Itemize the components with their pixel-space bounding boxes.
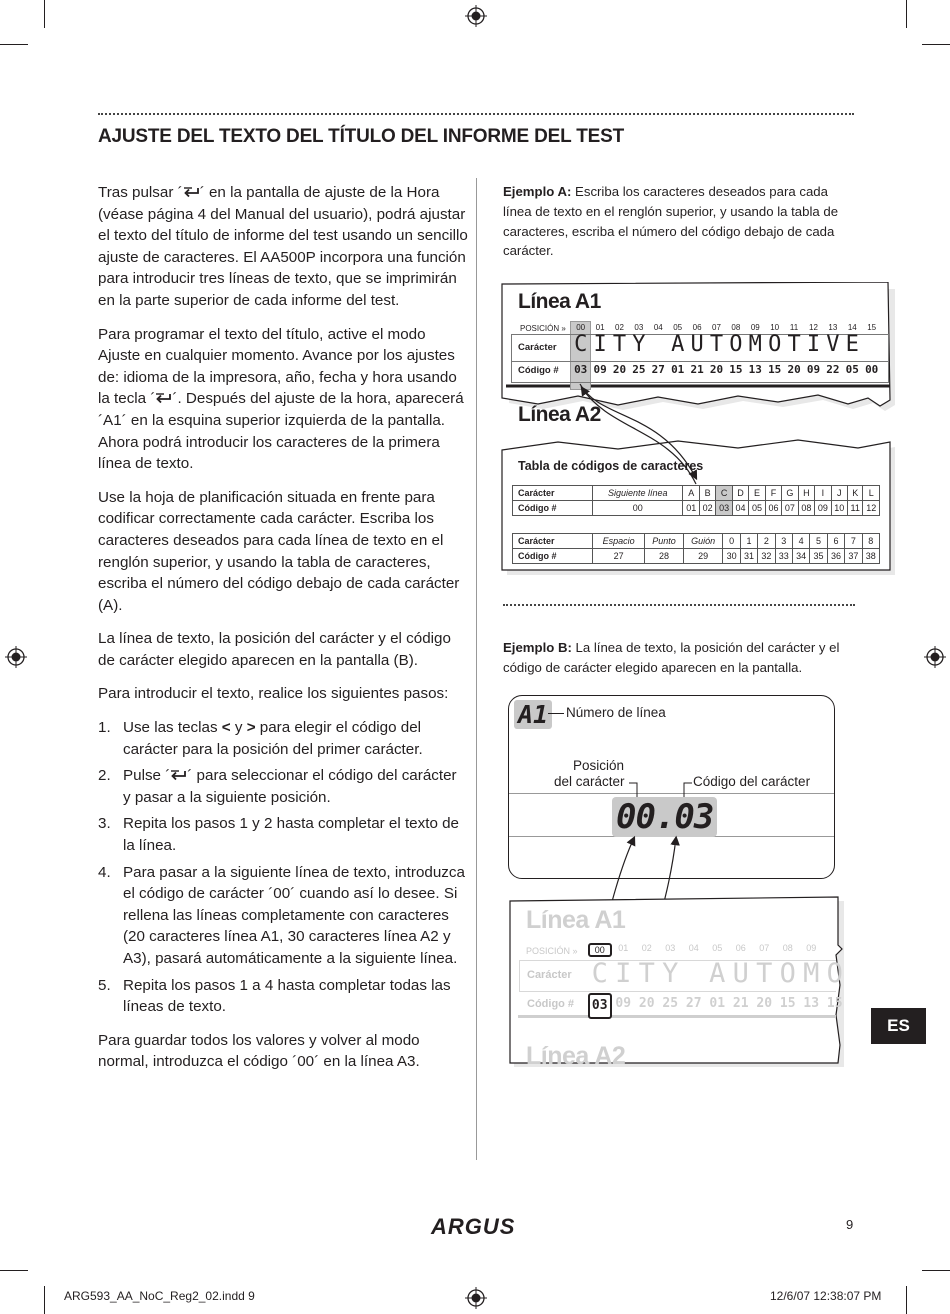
example-a-text: Escriba los caracteres deseados para cada línea de texto en el renglón superior, y usando la tabla de caracteres, escriba el número del código debajo de cada carácter.	[503, 184, 839, 259]
list-item	[98, 862, 468, 970]
table-char-cell: 0	[723, 534, 740, 549]
faded-position-cell: 01	[618, 943, 629, 953]
example-a-caption	[503, 182, 858, 261]
table-code-cell: 30	[723, 549, 740, 564]
table-code-cell: 03	[716, 501, 732, 516]
table-code-cell: 06	[765, 501, 781, 516]
table-code-cell: 04	[732, 501, 748, 516]
table-code-cell: 08	[798, 501, 814, 516]
table-char-cell: 3	[775, 534, 792, 549]
char-row-label: Carácter	[518, 342, 557, 353]
enter-key-icon	[183, 187, 200, 198]
step-number: 1.	[98, 719, 111, 737]
intro-text-a: Tras pulsar ´	[98, 184, 183, 201]
code-cell: 01	[671, 363, 685, 376]
registration-mark-icon	[924, 646, 946, 668]
code-cell: 20	[709, 363, 724, 376]
lcd-line-number: A1	[514, 700, 552, 729]
faded-code-cell: 09	[615, 996, 632, 1011]
registration-mark-icon	[465, 1287, 487, 1309]
step-text: Repita los pasos 1 a 4 hasta completar todas las líneas de texto.	[123, 976, 451, 1016]
position-label-1: Posición	[573, 758, 625, 773]
faded-code-cell: 01	[709, 996, 726, 1011]
crop-mark	[44, 1286, 45, 1314]
step-text: Use las teclas	[123, 719, 222, 737]
faded-code-cell: 27	[685, 996, 702, 1011]
faded-position-cell: 05	[712, 943, 723, 953]
code-cell: 09	[806, 363, 821, 376]
table-code-cell: 02	[699, 501, 715, 516]
table-code-cell: 37	[845, 549, 862, 564]
list-item	[98, 717, 468, 760]
step-number: 3.	[98, 815, 111, 833]
table-char-cell: H	[798, 486, 814, 501]
position-cell: 07	[712, 323, 721, 332]
step-text: y	[230, 719, 247, 737]
table-code-cell: 38	[862, 549, 879, 564]
faded-code-cell: 15	[826, 996, 843, 1011]
faded-code-cell: 15	[779, 996, 796, 1011]
position-label-2: del carácter	[554, 774, 625, 789]
position-cell: 00	[576, 323, 586, 332]
faded-char-cell: T	[756, 958, 773, 989]
position-cell: 10	[770, 323, 780, 332]
table-char-cell: D	[732, 486, 748, 501]
position-cell: 08	[731, 323, 741, 332]
table-code-cell: 10	[831, 501, 847, 516]
faded-position-cell: 07	[759, 943, 770, 953]
table-code-cell: 35	[810, 549, 827, 564]
crop-mark	[906, 1286, 907, 1314]
example-a-label: Ejemplo A:	[503, 184, 572, 199]
faded-char-cell: U	[732, 958, 749, 989]
faded-char-cell: M	[803, 958, 820, 989]
page-title: AJUSTE DEL TEXTO DEL TÍTULO DEL INFORME DEL TEST	[98, 126, 624, 147]
position-cell: 11	[789, 323, 799, 332]
table-char-cell: 1	[740, 534, 757, 549]
step-text: Para pasar a la siguiente línea de texto, introduzca el código de carácter ´00´ cuando así lo desee. Si rellena las líneas completamente con caracteres (20 caracteres línea A1, 30 caracteres línea A2 y A3), pasará automáticamente a la siguiente línea.	[123, 863, 465, 967]
position-cell: 06	[692, 323, 702, 332]
faded-char-cell: O	[779, 958, 796, 989]
code-cell: 27	[651, 363, 665, 376]
faded-char-cell: O	[826, 958, 843, 989]
position-cell: 12	[809, 323, 818, 332]
char-cell: E	[845, 332, 859, 357]
position-cell: 04	[653, 323, 663, 332]
faded-char-cell: A	[709, 958, 726, 989]
faded-code-cell: 25	[662, 996, 679, 1011]
char-cell: Y	[632, 332, 646, 357]
crop-mark	[922, 44, 950, 45]
code-cell: 20	[612, 363, 627, 376]
char-row-label: Carácter	[513, 486, 593, 501]
program-paragraph	[98, 324, 468, 475]
faded-position-label: POSICIÓN »	[526, 946, 578, 956]
program-text-a: Para programar el texto del título, active el modo Ajuste en cualquier momento. Avance por los ajustes de: idioma de la impresora, año, fecha y hora usando la tecla ´	[98, 325, 457, 408]
lcd-value: 00.03	[612, 797, 717, 837]
position-cell: 15	[867, 323, 877, 332]
faded-char-cell: T	[638, 958, 655, 989]
column-divider	[476, 178, 477, 1160]
faded-code-row-label: Código #	[527, 998, 575, 1010]
example-b-text: La línea de texto, la posición del carácter y el código de carácter elegido aparecen en la pantalla.	[503, 640, 840, 675]
table-char-cell: J	[831, 486, 847, 501]
step-text: Pulse ´	[123, 767, 171, 785]
table-char-cell: 2	[758, 534, 775, 549]
table-code-cell: 33	[775, 549, 792, 564]
table-code-cell: 09	[815, 501, 831, 516]
table-code-cell: 12	[863, 501, 880, 516]
intro-text-b: ´ en la pantalla de ajuste de la Hora (véase página 4 del Manual del usuario), podrá ajustar el texto del título de informe del test usando un sencillo ajuste de caracteres. El AA500P incorpora una función para introducir tres líneas de texto, que se imprimirán en la parte superior de cada informe del test.	[98, 184, 468, 309]
footer-file-info: ARG593_AA_NoC_Reg2_02.indd 9	[64, 1289, 255, 1303]
registration-mark-icon	[465, 5, 487, 27]
language-tab: ES	[871, 1008, 926, 1044]
char-table-title: Tabla de códigos de caracteres	[518, 459, 704, 473]
char-cell: O	[729, 332, 743, 357]
footer-timestamp: 12/6/07 12:38:07 PM	[770, 1289, 882, 1303]
code-row-label: Código #	[518, 365, 559, 376]
crop-mark	[0, 44, 28, 45]
faded-code-cell: 21	[732, 996, 749, 1011]
save-paragraph: Para guardar todos los valores y volver al modo normal, introduzca el código ´00´ en la línea A3.	[98, 1031, 420, 1071]
faded-code-cell: 03	[588, 993, 612, 1019]
list-item	[98, 813, 468, 856]
code-row-label: Código #	[513, 549, 593, 564]
crop-mark	[44, 0, 45, 28]
position-cell: 03	[634, 323, 644, 332]
code-cell: 25	[632, 363, 646, 376]
code-cell: 03	[574, 363, 588, 376]
crop-mark	[922, 1270, 950, 1271]
position-cell: 01	[595, 323, 605, 332]
table-char-cell: A	[683, 486, 699, 501]
table-char-cell: 7	[845, 534, 862, 549]
table-code-cell: 01	[683, 501, 699, 516]
step-number: 5.	[98, 976, 111, 994]
char-row-label: Carácter	[513, 534, 593, 549]
code-cell: 05	[845, 363, 859, 376]
char-cell: V	[826, 332, 840, 357]
table-char-cell: F	[765, 486, 781, 501]
code-cell: 22	[826, 363, 840, 376]
code-cell: 15	[768, 363, 782, 376]
faded-line-a2-title: Línea A2	[526, 1042, 626, 1068]
table-char-cell: Espacio	[593, 534, 645, 549]
char-cell: T	[787, 332, 801, 357]
connector-arrows	[500, 370, 720, 500]
faded-char-cell: C	[591, 958, 608, 989]
code-cell: 15	[729, 363, 743, 376]
code-cell: 21	[690, 363, 704, 376]
enter-key-icon	[170, 770, 187, 781]
table-code-cell: 05	[749, 501, 765, 516]
display-paragraph: La línea de texto, la posición del carácter y el código de carácter elegido aparecen en la pantalla (B).	[98, 630, 451, 669]
registration-mark-icon	[5, 646, 27, 668]
planning-paragraph: Use la hoja de planificación situada en frente para codificar correctamente cada carácter. Escriba los caracteres deseados para cada línea de texto en el renglón superior, y usando la tabla de caracteres, escriba el número del código debajo de cada carácter (A).	[98, 488, 460, 614]
table-code-cell: 32	[758, 549, 775, 564]
table-char-cell: G	[782, 486, 798, 501]
char-cell: I	[806, 332, 821, 357]
table-char-cell: Punto	[645, 534, 684, 549]
position-cell: 13	[828, 323, 838, 332]
table-code-cell: 29	[683, 549, 723, 564]
char-cell: M	[748, 332, 762, 357]
table-code-cell: 07	[782, 501, 798, 516]
faded-code-cell: 13	[803, 996, 820, 1011]
line-number-label: Número de línea	[566, 705, 666, 720]
list-item	[98, 975, 468, 1018]
code-cell: 09	[593, 363, 607, 376]
faded-char-row-label: Carácter	[527, 969, 572, 981]
faded-position-cell: 03	[665, 943, 676, 953]
code-cell: 00	[865, 363, 879, 376]
crop-mark	[906, 0, 907, 28]
faded-position-cell: 09	[806, 943, 817, 953]
table-char-cell: I	[815, 486, 831, 501]
page-number: 9	[846, 1217, 854, 1232]
line-a2-title: Línea A2	[518, 403, 601, 425]
table-char-cell: 6	[827, 534, 844, 549]
steps-intro: Para introducir el texto, realice los siguientes pasos:	[98, 685, 449, 703]
table-code-cell: 28	[645, 549, 684, 564]
table-char-cell: Siguiente línea	[593, 486, 683, 501]
left-column	[98, 182, 468, 1085]
char-cell: T	[612, 332, 627, 357]
lcd-line-leader	[548, 713, 564, 714]
dotted-rule	[503, 604, 855, 606]
char-cell: O	[768, 332, 782, 357]
dotted-rule	[98, 113, 854, 115]
steps-list	[98, 717, 468, 1018]
char-cell: T	[709, 332, 724, 357]
position-label: POSICIÓN »	[520, 324, 566, 333]
table-code-cell: 00	[593, 501, 683, 516]
position-cell: 02	[615, 323, 624, 332]
char-cell: A	[671, 332, 685, 357]
brand-logo: ARGUS	[431, 1214, 516, 1239]
example-b-label: Ejemplo B:	[503, 640, 572, 655]
table-code-cell: 27	[593, 549, 645, 564]
step-text: Repita los pasos 1 y 2 hasta completar el texto de la línea.	[123, 815, 460, 855]
faded-position-cell: 00	[588, 943, 612, 957]
code-row-label: Código #	[513, 501, 593, 516]
faded-line-a2-title-clipped	[526, 1042, 625, 1068]
position-cell: 09	[750, 323, 760, 332]
char-cell: U	[690, 332, 704, 357]
faded-code-cell: 20	[638, 996, 655, 1011]
program-text-b: ´. Después del ajuste de la hora, aparecerá ´A1´ en la esquina superior izquierda de la pantalla. Ahora podrá introducir los caracteres de la primera línea de texto.	[98, 390, 464, 473]
char-table-2	[512, 533, 880, 564]
crop-mark	[0, 1270, 28, 1271]
table-code-cell: 34	[792, 549, 809, 564]
char-cell: C	[574, 332, 588, 357]
faded-char-cell: Y	[662, 958, 679, 989]
faded-line-a1-title: Línea A1	[526, 906, 626, 934]
table-char-cell: Guión	[683, 534, 723, 549]
line-a1-title: Línea A1	[518, 290, 601, 313]
table-char-cell: 5	[810, 534, 827, 549]
position-cell: 05	[673, 323, 683, 332]
faded-code-cell: 20	[756, 996, 773, 1011]
faded-position-cell: 04	[688, 943, 699, 953]
faded-position-cell: 02	[641, 943, 652, 953]
step-text: para elegir el código del carácter para la posición del primer carácter.	[123, 719, 423, 758]
table-char-cell: 8	[862, 534, 879, 549]
position-cell: 14	[847, 323, 857, 332]
faded-position-cell: 08	[782, 943, 793, 953]
code-label: Código del carácter	[693, 774, 811, 789]
table-char-cell: 4	[792, 534, 809, 549]
table-code-cell: 11	[848, 501, 863, 516]
enter-key-icon	[155, 393, 172, 404]
right-key: >	[246, 719, 256, 737]
step-text: ´ para seleccionar el código del carácter y pasar a la siguiente posición.	[123, 767, 457, 806]
code-cell: 13	[748, 363, 762, 376]
table-char-cell: L	[863, 486, 880, 501]
left-key: <	[221, 719, 231, 737]
step-number: 4.	[98, 863, 111, 881]
faded-char-cell: I	[615, 958, 632, 989]
step-number: 2.	[98, 767, 111, 785]
code-cell: 20	[787, 363, 801, 376]
list-item	[98, 765, 468, 808]
example-b-caption	[503, 638, 858, 678]
table-code-cell: 36	[827, 549, 844, 564]
faded-position-cell: 06	[735, 943, 746, 953]
table-char-cell: B	[699, 486, 715, 501]
char-cell: I	[593, 332, 607, 357]
table-char-cell: E	[749, 486, 765, 501]
table-char-cell: K	[848, 486, 863, 501]
table-char-cell: C	[716, 486, 732, 501]
intro-paragraph	[98, 182, 468, 312]
table-code-cell: 31	[740, 549, 757, 564]
